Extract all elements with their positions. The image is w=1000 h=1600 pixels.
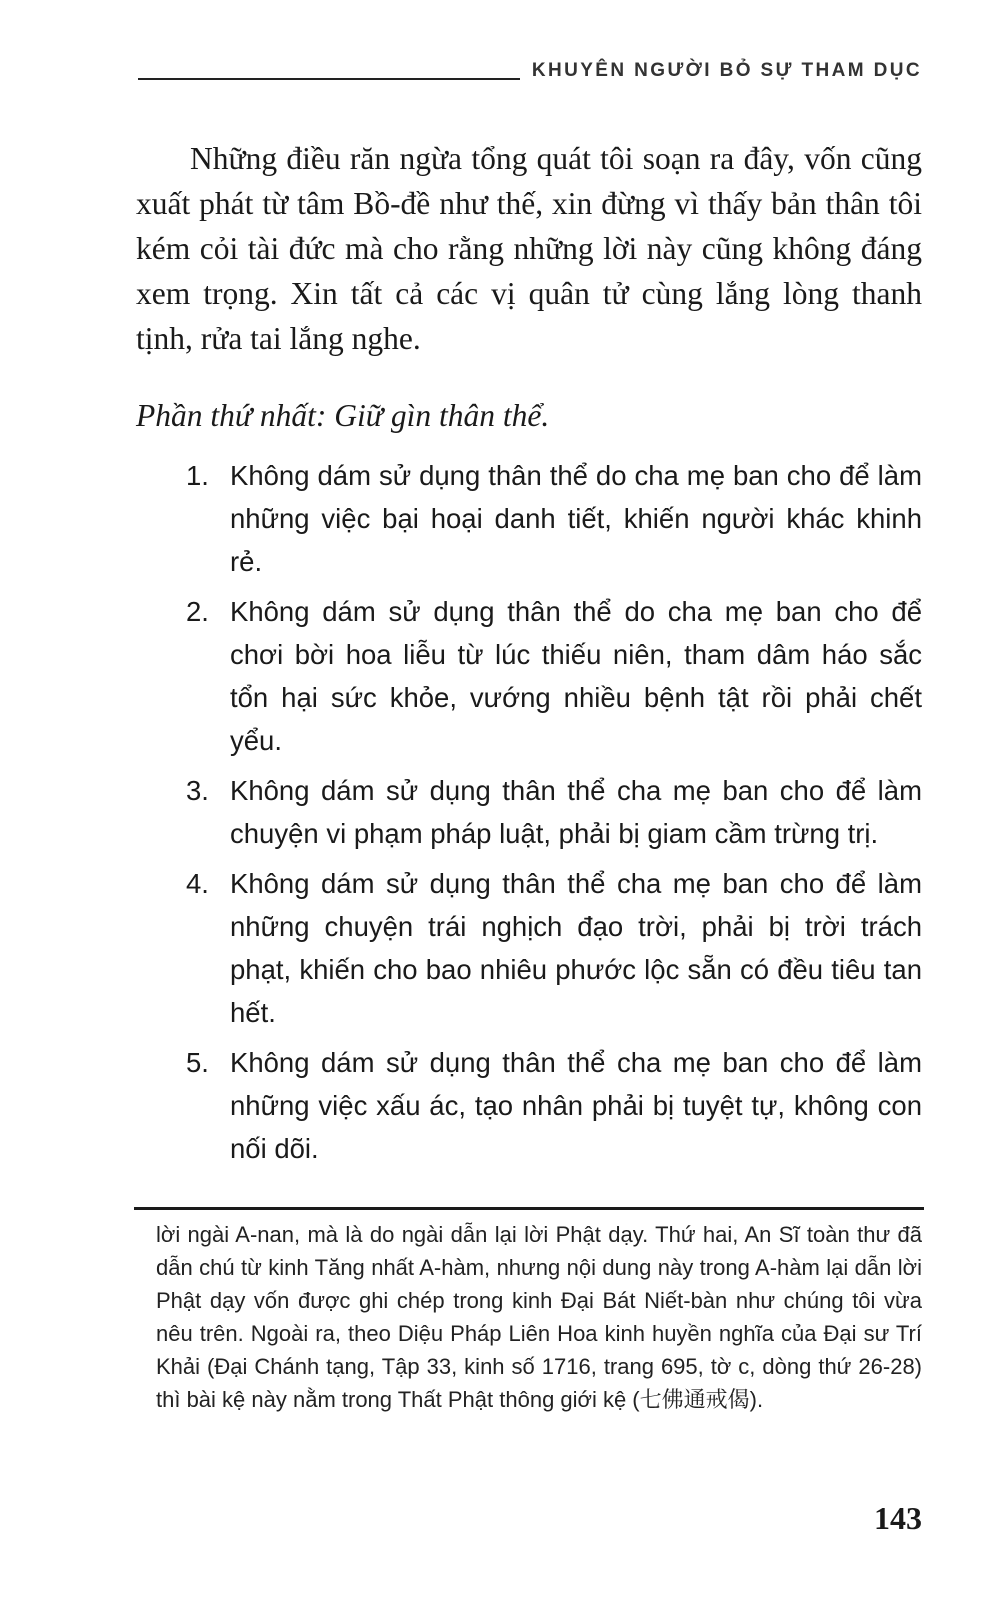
rule-text: Không dám sử dụng thân thể cha mẹ ban cho để làm những chuyện trái nghịch đạo trời, phải bị trời trách phạt, khiến cho bao nhiêu phước lộc sẵn có đều tiêu tan hết. bbox=[230, 868, 922, 1028]
running-title: KHUYÊN NGƯỜI BỎ SỰ THAM DỤC bbox=[531, 60, 922, 81]
rule-item bbox=[186, 1041, 922, 1170]
rules-list bbox=[186, 454, 922, 1177]
running-header bbox=[138, 58, 922, 88]
rule-number: 5. bbox=[186, 1047, 209, 1078]
rule-number: 3. bbox=[186, 775, 209, 806]
footnote-text: lời ngài A-nan, mà là do ngài dẫn lại lời Phật dạy. Thứ hai, An Sĩ toàn thư đã dẫn chú từ kinh Tăng nhất A-hàm, nhưng nội dung này trong A-hàm lại dẫn lời Phật dạy vốn được ghi chép trong kinh Đại Bát Niết-bàn như chúng tôi vừa nêu trên. Ngoài ra, theo Diệu Pháp Liên Hoa kinh huyền nghĩa của Đại sư Trí Khải (Đại Chánh tạng, Tập 33, kinh số 1716, trang 695, tờ c, dòng thứ 26-28) thì bài kệ này nằm trong Thất Phật thông giới kệ (七佛通戒偈). bbox=[156, 1222, 922, 1412]
rule-item bbox=[186, 769, 922, 855]
rule-item bbox=[186, 454, 922, 583]
rule-text: Không dám sử dụng thân thể cha mẹ ban cho để làm những việc xấu ác, tạo nhân phải bị tuyệt tự, không con nối dõi. bbox=[230, 1047, 922, 1164]
footnote-divider bbox=[134, 1207, 924, 1210]
rule-number: 2. bbox=[186, 596, 209, 627]
rule-text: Không dám sử dụng thân thể do cha mẹ ban cho để làm những việc bại hoại danh tiết, khiến người khác khinh rẻ. bbox=[230, 460, 922, 577]
rule-text: Không dám sử dụng thân thể cha mẹ ban cho để làm chuyện vi phạm pháp luật, phải bị giam cầm trừng trị. bbox=[230, 775, 922, 849]
rule-text: Không dám sử dụng thân thể do cha mẹ ban cho để chơi bời hoa liễu từ lúc thiếu niên, tham dâm háo sắc tổn hại sức khỏe, vướng nhiều bệnh tật rồi phải chết yểu. bbox=[230, 596, 922, 756]
header-rule bbox=[138, 78, 520, 80]
page-number: 143 bbox=[874, 1500, 922, 1536]
intro-paragraph: Những điều răn ngừa tổng quát tôi soạn ra đây, vốn cũng xuất phát từ tâm Bồ-đề như thế, xin đừng vì thấy bản thân tôi kém cỏi tài đức mà cho rằng những lời này cũng không đáng xem trọng. Xin tất cả các vị quân tử cùng lắng lòng thanh tịnh, rửa tai lắng nghe. bbox=[136, 141, 922, 356]
rule-item bbox=[186, 590, 922, 762]
rule-number: 4. bbox=[186, 868, 209, 899]
section-heading: Phần thứ nhất: Giữ gìn thân thể. bbox=[136, 398, 550, 433]
rule-number: 1. bbox=[186, 460, 209, 491]
rule-item bbox=[186, 862, 922, 1034]
